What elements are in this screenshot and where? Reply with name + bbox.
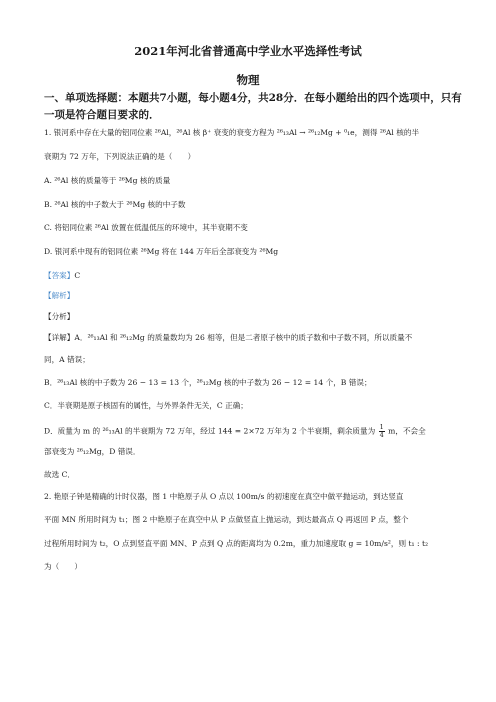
q2-line-4: 为（ ） (44, 562, 82, 571)
detail-d-text-a: D．质量为 m 的 ²⁶₁₃Al 的半衰期为 72 万年，经过 144 = 2×72 万年为 2 个半衰期，剩余质量为 (44, 426, 376, 436)
detail-d-line-1 (44, 424, 464, 439)
section-heading (44, 90, 464, 124)
conclusion: 故选 C． (44, 470, 76, 479)
q2-line-1: 2. 艳原子钟是精确的计时仪器，图 1 中艳原子从 O 点以 100m/s 的初速度在真空中做平抛运动，到达竖直 (44, 492, 404, 501)
q1-stem-line-1: 1. 银河系中存在大量的铝同位素 ²⁶Al，²⁶Al 核 β⁺ 衰变的衰变方程为 ²⁶₁₃Al → ²⁶₁₂Mg + ⁰₁e，测得 ²⁶Al 核的半 (44, 128, 420, 137)
q2-line-2: 平面 MN 所用时间为 t₁；图 2 中艳原子在真空中从 P 点做竖直上抛运动，到达最高点 Q 再返回 P 点，整个 (44, 515, 409, 524)
answer-line (44, 271, 464, 281)
q1-option-b: B. ²⁶Al 核的中子数大于 ²⁶Mg 核的中子数 (44, 200, 186, 209)
exam-title: 2021年河北省普通高中学业水平选择性考试 (134, 44, 362, 58)
q2-line-3: 过程所用时间为 t₂，O 点到竖直平面 MN、P 点到 Q 点的距离均为 0.2m，重力加速度取 g = 10m/s²，则 t₁ : t₂ (44, 539, 429, 548)
q1-stem-line-2: 衰期为 72 万年，下列说法正确的是（ ） (44, 152, 196, 161)
detail-d-text-b: m，不会全 (388, 426, 426, 436)
detail-a-line-1: 【详解】A．²⁶₁₃Al 和 ²⁶₁₂Mg 的质量数均为 26 相等，但是二者原子核中的质子数和中子数不同，所以质量不 (44, 333, 413, 342)
q1-option-d: D. 银河系中现有的铝同位素 ²⁶Mg 将在 144 万年后全部衰变为 ²⁶Mg (44, 247, 279, 256)
detail-b: B．²⁶₁₃Al 核的中子数为 26 − 13 = 13 个，²⁶₁₂Mg 核的中子数为 26 − 12 = 14 个，B 错误； (44, 378, 372, 387)
fraction-one-quarter (379, 424, 385, 439)
fraction-numerator: 1 (379, 423, 384, 431)
q1-option-c: C. 将铝同位素 ²⁶Al 放置在低温低压的环境中，其半衰期不变 (44, 223, 248, 232)
analysis-tag: 【解析】 (44, 291, 75, 300)
q1-option-a: A. ²⁶Al 核的质量等于 ²⁶Mg 核的质量 (44, 176, 171, 185)
detail-d-line-2: 部衰变为 ²⁶₁₂Mg，D 错误． (44, 447, 141, 456)
detail-a-line-2: 同，A 错误； (44, 355, 90, 364)
section-heading-line-1: 一、单项选择题：本题共7小题，每小题4分，共28分．在每小题给出的四个选项中，只有 (44, 92, 462, 104)
answer-tag: 【答案】 (44, 271, 75, 280)
subject-title: 物理 (236, 73, 260, 87)
fenxi-tag: 【分析】 (44, 312, 75, 321)
section-heading-line-2: 一项是符合题目要求的． (44, 109, 160, 121)
fraction-denominator: 4 (379, 431, 384, 439)
answer-value: C (74, 271, 81, 280)
detail-c: C．半衰期是原子核固有的属性，与外界条件无关，C 正确； (44, 401, 248, 410)
